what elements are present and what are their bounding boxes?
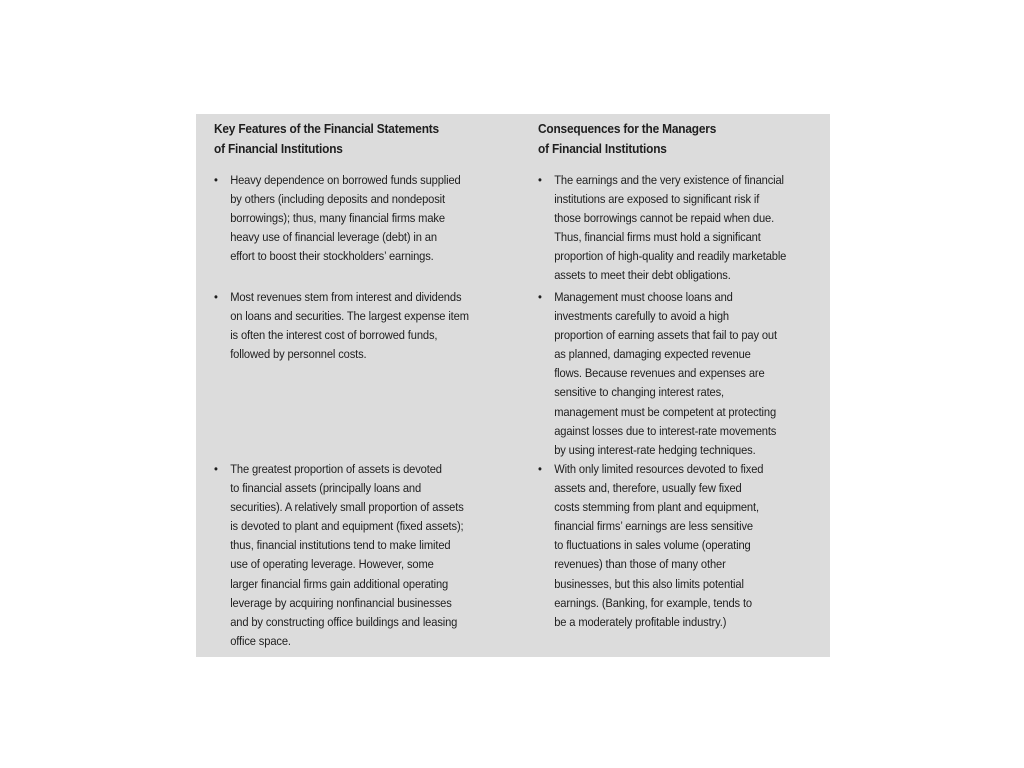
text-line: proportion of high-quality and readily marketable — [554, 249, 787, 264]
item-text — [230, 171, 460, 266]
text-line: With only limited resources devoted to fixed — [554, 462, 764, 476]
text-line: management must be competent at protecting — [554, 404, 777, 419]
text-line: and by constructing office buildings and leasing — [230, 614, 458, 629]
text-line: revenues) than those of many other — [554, 557, 726, 572]
heading-line: of Financial Institutions — [538, 141, 667, 156]
text-line: earnings. (Banking, for example, tends to — [554, 595, 752, 610]
text-line: effort to boost their stockholders’ earnings. — [230, 249, 434, 264]
text-line: Management must choose loans and — [554, 290, 733, 304]
text-line: The greatest proportion of assets is devoted — [230, 462, 442, 476]
text-line: to fluctuations in sales volume (operating — [554, 538, 751, 553]
text-line: financial firms’ earnings are less sensitive — [554, 519, 754, 534]
heading-line: Consequences for the Managers — [538, 121, 717, 136]
text-line: heavy use of financial leverage (debt) in an — [230, 230, 437, 245]
bullet: • — [214, 173, 218, 187]
item-text — [554, 288, 777, 460]
text-line: is often the interest cost of borrowed funds, — [230, 328, 438, 343]
text-line: institutions are exposed to significant risk if — [554, 192, 760, 207]
key-features-heading — [214, 119, 439, 159]
key-feature-item-leverage — [214, 171, 461, 266]
text-line: Most revenues stem from interest and dividends — [230, 290, 462, 304]
bullet: • — [538, 290, 542, 304]
key-feature-item-assets — [214, 460, 464, 651]
key-feature-item-revenues — [214, 288, 469, 364]
text-line: by others (including deposits and nondeposit — [230, 192, 445, 207]
bullet: • — [538, 173, 542, 187]
text-line: assets and, therefore, usually few fixed — [554, 481, 742, 496]
text-line: The earnings and the very existence of financial — [554, 173, 784, 187]
text-line: to financial assets (principally loans and — [230, 481, 422, 496]
text-line: those borrowings cannot be repaid when due. — [554, 211, 775, 226]
text-line: sensitive to changing interest rates, — [554, 385, 725, 400]
text-line: thus, financial institutions tend to make limited — [230, 538, 451, 553]
item-text — [554, 171, 786, 286]
comparison-table — [196, 114, 830, 657]
consequence-item-risk — [538, 171, 786, 286]
text-line: costs stemming from plant and equipment, — [554, 500, 759, 515]
heading-line: Key Features of the Financial Statements — [214, 121, 439, 136]
text-line: larger financial firms gain additional operating — [230, 576, 449, 591]
text-line: borrowings); thus, many financial firms make — [230, 211, 445, 226]
text-line: is devoted to plant and equipment (fixed assets); — [230, 519, 464, 534]
text-line: proportion of earning assets that fail to pay out — [554, 328, 777, 343]
text-line: on loans and securities. The largest expense item — [230, 309, 469, 324]
text-line: against losses due to interest-rate movements — [554, 423, 777, 438]
text-line: as planned, damaging expected revenue — [554, 347, 751, 362]
bullet: • — [214, 290, 218, 304]
text-line: leverage by acquiring nonfinancial businesses — [230, 595, 452, 610]
bullet: • — [214, 462, 218, 476]
text-line: businesses, but this also limits potential — [554, 576, 744, 591]
text-line: be a moderately profitable industry.) — [554, 614, 727, 629]
text-line: office space. — [230, 633, 291, 648]
bullet: • — [538, 462, 542, 476]
text-line: securities). A relatively small proportion of assets — [230, 500, 464, 515]
text-line: Thus, financial firms must hold a significant — [554, 230, 761, 245]
text-line: use of operating leverage. However, some — [230, 557, 434, 572]
consequences-heading — [538, 119, 716, 159]
item-text — [554, 460, 763, 632]
consequence-item-management — [538, 288, 777, 460]
text-line: assets to meet their debt obligations. — [554, 268, 731, 283]
text-line: by using interest-rate hedging techniques. — [554, 442, 756, 457]
text-line: followed by personnel costs. — [230, 347, 367, 362]
text-line: flows. Because revenues and expenses are — [554, 366, 765, 381]
text-line: investments carefully to avoid a high — [554, 309, 729, 324]
item-text — [230, 288, 469, 364]
item-text — [230, 460, 463, 651]
text-line: Heavy dependence on borrowed funds supplied — [230, 173, 461, 187]
heading-line: of Financial Institutions — [214, 141, 343, 156]
consequence-item-operating-leverage — [538, 460, 763, 632]
